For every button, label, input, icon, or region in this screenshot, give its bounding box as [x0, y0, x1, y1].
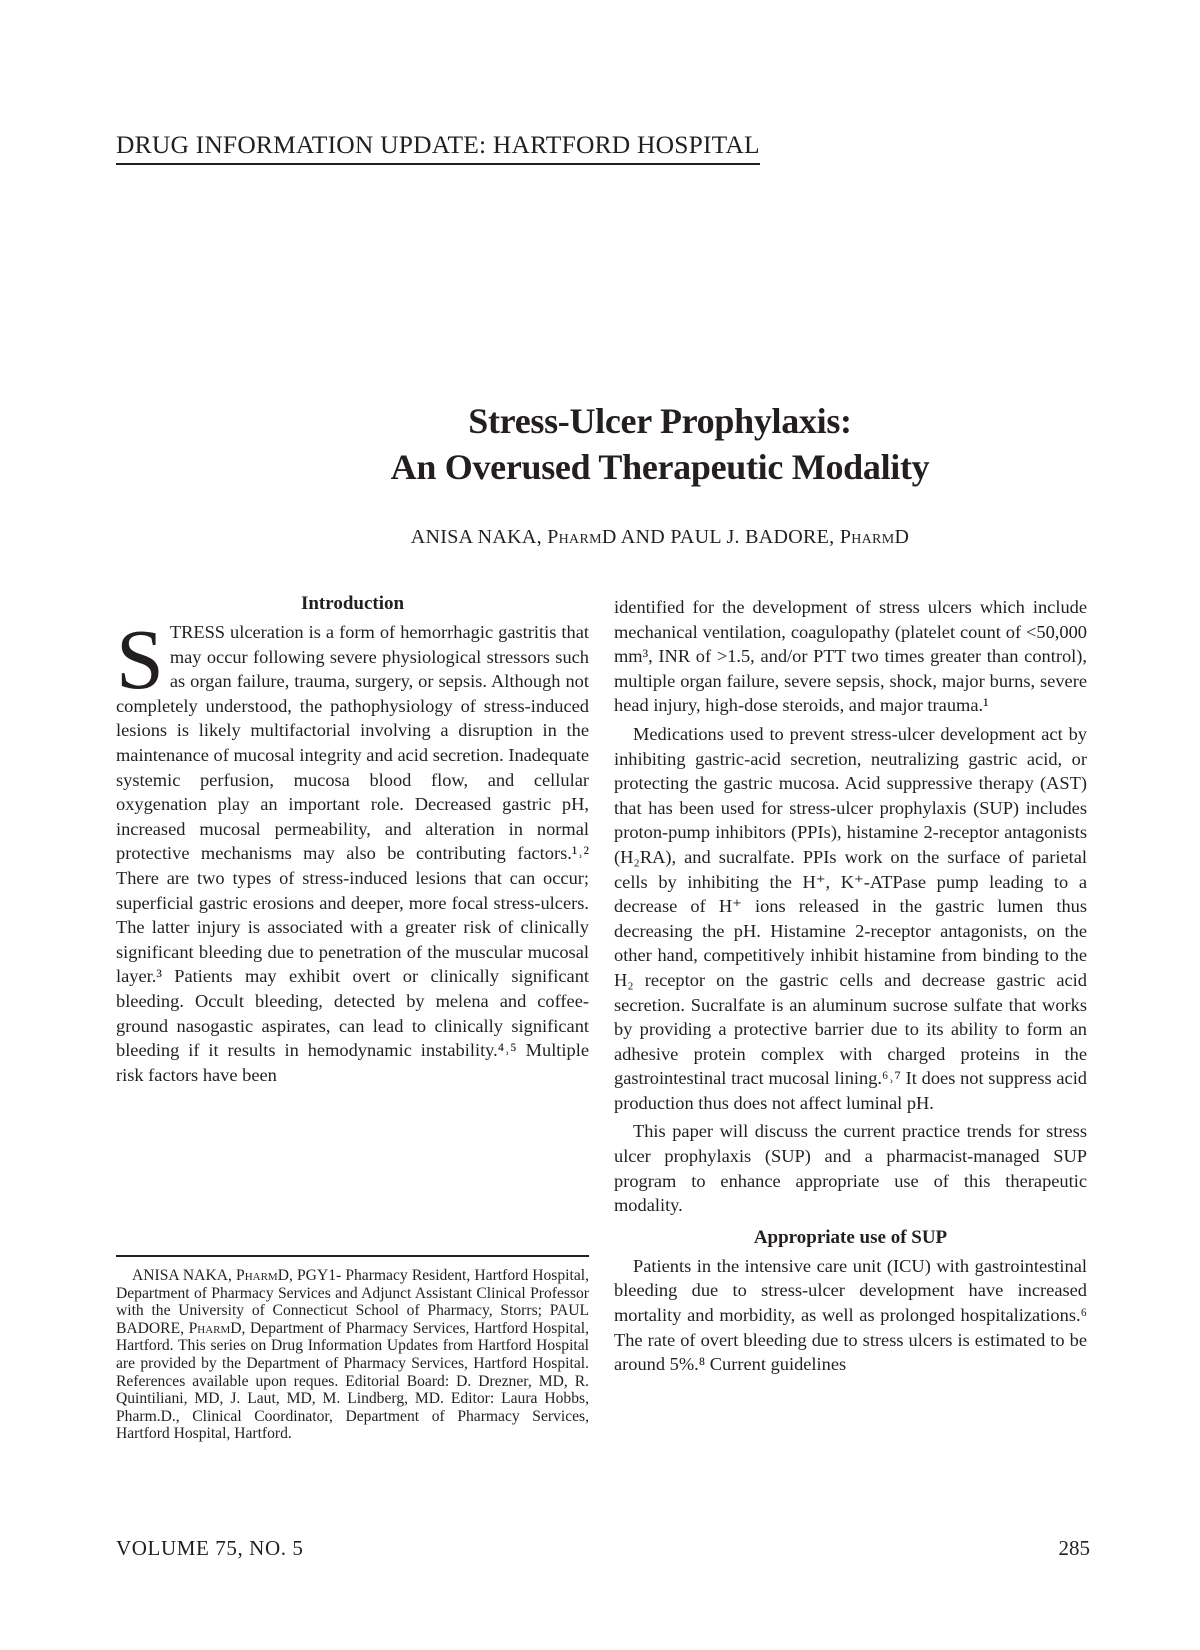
- footnote-text-1: , PGY1- Pharmacy Resident, Hartford Hospital, Department of Pharmacy Services and Adjunct Assistant Clinical Professor with the University of Connecticut School of Pharmacy, Storrs; PAUL BADORE,: [116, 1267, 589, 1337]
- author-1-degree: PharmD: [547, 526, 617, 548]
- introduction-heading: Introduction: [300, 593, 405, 614]
- footnote-divider: [116, 1255, 589, 1257]
- running-head: DRUG INFORMATION UPDATE: HARTFORD HOSPITAL: [116, 132, 760, 165]
- page-number: 285: [1058, 1536, 1090, 1560]
- introduction-text: TRESS ulceration is a form of hemorrhagic gastritis that may occur following severe physiological stressors such as organ failure, trauma, surgery, or sepsis. Although not completely understood, the pathophysiology of stress-induced lesions is likely multifactorial involving a disruption in the maintenance of mucosal integrity and acid secretion. Inadequate systemic perfusion, mucosa blood flow, and cellular oxygenation play an important role. Decreased gastric pH, increased mucosal permeability, and alteration in normal protective mechanisms may also be contributing factors.¹˒² There are two types of stress-induced lesions that can occur; superficial gastric erosions and deeper, more focal stress-ulcers. The latter injury is associated with a greater risk of clinically significant bleeding due to penetration of the muscular mucosal layer.³ Patients may exhibit overt or clinically significant bleeding. Occult bleeding, detected by melena and coffee-ground nasogastic aspirates, can lead to clinically significant bleeding if it results in hemodynamic instability.⁴˒⁵ Multiple risk factors have been: [116, 622, 589, 1085]
- author-2-degree: PharmD: [839, 526, 910, 548]
- author-conjunction: AND: [620, 526, 666, 548]
- volume-folio: VOLUME 75, NO. 5: [116, 1536, 304, 1560]
- paper-scope-paragraph: This paper will discuss the current practice trends for stress ulcer prophylaxis (SUP) and a pharmacist-managed SUP program to enhance appropriate use of this therapeutic modality.: [614, 1121, 1087, 1216]
- article-title-block: [250, 398, 1070, 490]
- author-byline: [250, 526, 1070, 549]
- appropriate-use-paragraph: Patients in the intensive care unit (ICU) with gastrointestinal bleeding due to stress-ulcer development have increased mortality and morbidity, as well as prolonged hospitalizations.⁶ The rate of overt bleeding due to stress ulcers is estimated to be around 5%.⁸ Current guidelines: [614, 1255, 1087, 1375]
- medications-paragraph: Medications used to prevent stress-ulcer development act by inhibiting gastric-acid secretion, neutralizing gastric acid, or protecting the gastric mucosa. Acid suppressive therapy (AST) that has been used for stress-ulcer prophylaxis (SUP) includes proton-pump inhibitors (PPIs), histamine 2-receptor antagonists (H₂RA), and sucralfate. PPIs work on the surface of parietal cells by inhibiting the H⁺, K⁺-ATPase pump leading to a decrease of H⁺ ions released in the gastric lumen thus decreasing the pH. Histamine 2-receptor antagonists, on the other hand, competitively inhibit histamine from binding to the H₂ receptor on the gastric cells and decrease gastric acid secretion. Sucralfate is an aluminum sucrose sulfate that works by providing a protective barrier due to its ability to form an adhesive protein complex with charged proteins in the gastrointestinal tract mucosal lining.⁶˒⁷ It does not suppress acid production thus does not affect luminal pH.: [614, 723, 1087, 1113]
- right-column: [614, 595, 1087, 1377]
- author-footnote: [116, 1267, 589, 1443]
- left-column: [116, 592, 589, 1087]
- risk-factors-paragraph: identified for the development of stress ulcers which include mechanical ventilation, coagulopathy (platelet count of <50,000 mm³, INR of >1.5, and/or PTT two times greater than control), multiple organ failure, severe sepsis, shock, major burns, severe head injury, high-dose steroids, and major trauma.¹: [614, 597, 1087, 716]
- article-title: [250, 398, 1070, 490]
- introduction-paragraph: [116, 611, 589, 1087]
- footnote-author-2-degree: PharmD: [188, 1319, 242, 1337]
- article-title-line-2: An Overused Therapeutic Modality: [390, 447, 930, 487]
- article-title-line-1: Stress-Ulcer Prophylaxis:: [468, 401, 852, 441]
- footnote-author-1-name: ANISA NAKA,: [132, 1267, 232, 1284]
- drop-cap: S: [116, 611, 164, 707]
- footnote-text-2: , Department of Pharmacy Services, Hartford Hospital, Hartford. This series on Drug Information Updates from Hartford Hospital are provided by the Department of Pharmacy Services, Hartford Hospital. References available upon reques. Editorial Board: D. Drezner, MD, R. Quintiliani, MD, J. Laut, MD, M. Lindberg, MD. Editor: Laura Hobbs, Pharm.D., Clinical Coordinator, Department of Pharmacy Services, Hartford Hospital, Hartford.: [116, 1319, 589, 1443]
- author-2-name: PAUL J. BADORE,: [670, 526, 835, 548]
- author-1-name: ANISA NAKA,: [410, 526, 542, 548]
- footnote-author-1-degree: PharmD: [236, 1267, 289, 1284]
- appropriate-use-heading: Appropriate use of SUP: [753, 1226, 948, 1248]
- footnote-paragraph: [116, 1267, 589, 1443]
